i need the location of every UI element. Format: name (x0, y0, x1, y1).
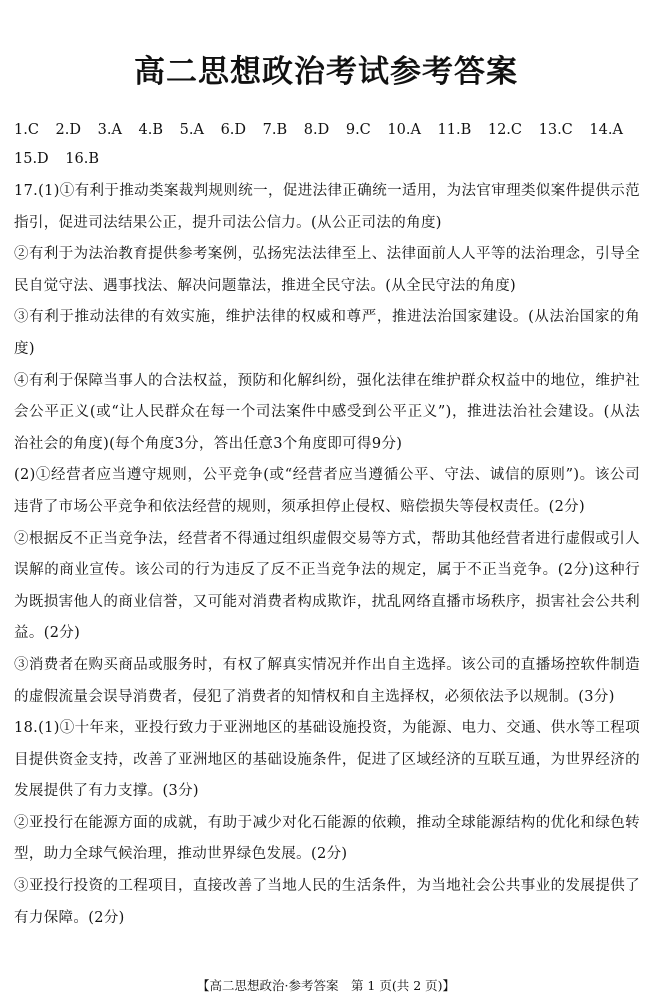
answer-body (14, 176, 640, 934)
choice-answer: 12.C (487, 122, 523, 138)
choice-answer: 11.B (437, 122, 472, 138)
answer-paragraph: ②根据反不正当竞争法，经营者不得通过组织虚假交易等方式，帮助其他经营者进行虚假或引人误解的商业宣传。该公司的行为违反了反不正当竞争法的规定，属于不正当竞争。(2分)这种行为既损害他人的商业信誉，又可能对消费者构成欺诈，扰乱网络直播市场秩序，损害社会公共利益。(2分) (14, 530, 640, 642)
choice-answer: 8.D (303, 122, 330, 138)
choice-answer: 15.D (14, 151, 49, 167)
answer-paragraph: 18.(1)①十年来，亚投行致力于亚洲地区的基础设施投资，为能源、电力、交通、供水等工程项目提供资金支持，改善了亚洲地区的基础设施条件，促进了区域经济的互联互通，为世界经济的发展提供了有力支撑。(3分) (14, 720, 640, 800)
choice-answer: 1.C (14, 122, 39, 138)
choice-answer: 2.D (55, 122, 82, 138)
answer-paragraph: (2)①经营者应当遵守规则，公平竞争(或“经营者应当遵循公平、守法、诚信的原则”)。该公司违背了市场公平竞争和依法经营的规则，须承担停止侵权、赔偿损失等侵权责任。(2分) (14, 467, 640, 515)
answer-paragraph: ④有利于保障当事人的合法权益，预防和化解纠纷，强化法律在维护群众权益中的地位，维护社会公平正义(或“让人民群众在每一个司法案件中感受到公平正义”)，推进法治社会建设。(从法治社会的角度)(每个角度3分，答出任意3个角度即可得9分) (14, 372, 640, 452)
answer-paragraph: 17.(1)①有利于推动类案裁判规则统一，促进法律正确统一适用，为法官审理类似案件提供示范指引，促进司法结果公正，提升司法公信力。(从公正司法的角度) (14, 183, 640, 231)
page-title: 高二思想政治考试参考答案 (134, 54, 518, 90)
page-footer: 【高二思想政治·参考答案 第 1 页(共 2 页)】 (196, 978, 456, 993)
choice-answer: 16.B (65, 151, 100, 167)
choice-answer: 5.A (179, 122, 204, 138)
choice-answer: 3.A (97, 122, 122, 138)
answer-paragraph: ②亚投行在能源方面的成就，有助于减少对化石能源的依赖，推动全球能源结构的优化和绿色转型，助力全球气候治理，推动世界绿色发展。(2分) (14, 814, 640, 863)
choice-answer: 14.A (589, 122, 623, 138)
choice-answer: 10.A (387, 122, 421, 138)
choice-answer: 6.D (220, 122, 247, 138)
answer-paragraph: ③有利于推动法律的有效实施，维护法律的权威和尊严，推进法治国家建设。(从法治国家的角度) (14, 309, 640, 357)
choice-answer: 4.B (138, 122, 164, 138)
choice-answer: 9.C (345, 122, 371, 138)
answer-paragraph: ②有利于为法治教育提供参考案例，弘扬宪法法律至上、法律面前人人平等的法治理念，引导全民自觉守法、遇事找法、解决问题靠法，推进全民守法。(从全民守法的角度) (14, 246, 640, 294)
choice-answers (14, 116, 644, 174)
choice-answer: 13.C (538, 122, 573, 138)
answer-paragraph: ③消费者在购买商品或服务时，有权了解真实情况并作出自主选择。该公司的直播场控软件制造的虚假流量会误导消费者，侵犯了消费者的知情权和自主选择权，必须依法予以规制。(3分) (14, 656, 640, 705)
answer-paragraph: ③亚投行投资的工程项目，直接改善了当地人民的生活条件，为当地社会公共事业的发展提供了有力保障。(2分) (14, 878, 640, 926)
choice-answer: 7.B (262, 122, 288, 138)
